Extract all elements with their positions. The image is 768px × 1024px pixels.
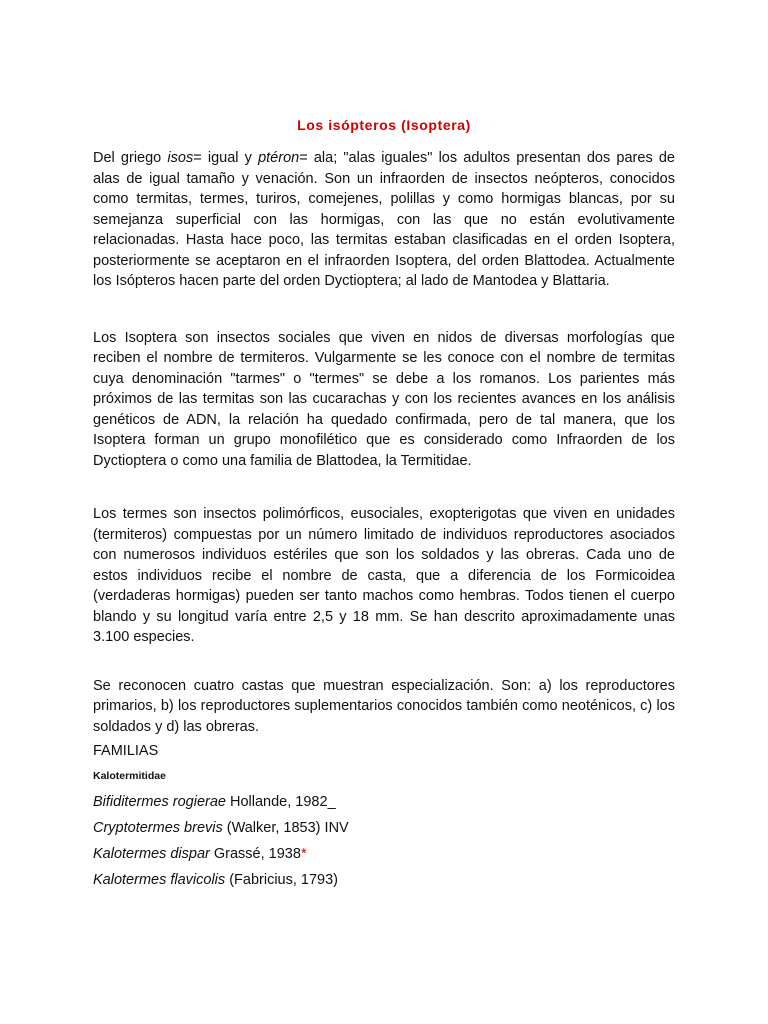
species-mark: * [300, 846, 307, 862]
paragraph-polymorphic: Los termes son insectos polimórficos, eusociales, exopterigotas que viven en unidades (termiteros) compuestas por un número limitado de individuos reproductores asociados con numerosos individuos estériles que son los soldados y las obreras. Cada uno de estos individuos recibe el nombre de casta, que a diferencia de los Formicoidea (verdaderas hormigas) pueden ser tanto machos como hembras. Todos tienen el cuerpo blando y su longitud varía entre 2,5 y 18 mm. Se han descrito aproximadamente unas 3.100 especies. [93, 506, 675, 645]
species-name: Kalotermes dispar [93, 846, 210, 862]
species-item [93, 792, 675, 812]
intro-mid: = igual y [193, 150, 259, 166]
paragraph-social: Los Isoptera son insectos sociales que viven en nidos de diversas morfologías que reciben el nombre de termiteros. Vulgarmente se les conoce con el nombre de termitas cuya denominación "tarmes" o "termes" se debe a los romanos. Los parientes más próximos de las termitas son las cucarachas y con los recientes avances en los análisis genéticos de ADN, la relación ha quedado confirmada, pero de tal manera, que los Isoptera forman un grupo monofilético que es considerado como Infraorden de los Dyctioptera o como una familia de Blattodea, la Termitidae. [93, 329, 675, 469]
species-item [93, 818, 675, 838]
species-author: Grassé, 1938 [209, 846, 301, 862]
intro-pteron: ptéron [258, 150, 300, 166]
species-mark: _ [327, 794, 336, 810]
page-title: Los isópteros (Isoptera) [297, 117, 471, 133]
family-name: Kalotermitidae [93, 770, 166, 782]
intro-isos: isos [167, 150, 194, 166]
species-item [93, 844, 675, 864]
species-name: Kalotermes flavicolis [93, 872, 226, 888]
species-author: (Walker, 1853) INV [222, 820, 349, 836]
species-name: Cryptotermes brevis [93, 820, 223, 836]
paragraph-castes: Se reconocen cuatro castas que muestran especialización. Son: a) los reproductores primarios, b) los reproductores suplementarios conocidos también como neoténicos, c) los soldados y d) las obreras. [93, 677, 675, 735]
intro-rest: = ala; "alas iguales" los adultos presentan dos pares de alas de igual tamaño y venación. Son un infraorden de insectos neópteros, conocidos como termitas, termes, turiros, comejenes, polillas y como hormigas blancas, por su semejanza superficial con las hormigas, con las que no están evolutivamente relacionadas. Hasta hace poco, las termitas estaban clasificadas en el orden Isoptera, posteriormente se aceptaron en el infraorden Isoptera, del orden Blattodea. Actualmente los Isópteros hacen parte del orden Dyctioptera; al lado de Mantodea y Blattaria. [93, 150, 675, 289]
intro-paragraph [93, 148, 675, 292]
species-item [93, 870, 675, 890]
document-page [93, 116, 675, 896]
intro-pre: Del griego [93, 150, 168, 166]
species-name: Bifiditermes rogierae [93, 794, 226, 810]
families-heading: FAMILIAS [93, 743, 159, 759]
species-author: Hollande, 1982 [225, 794, 328, 810]
species-author: (Fabricius, 1793) [225, 872, 338, 888]
